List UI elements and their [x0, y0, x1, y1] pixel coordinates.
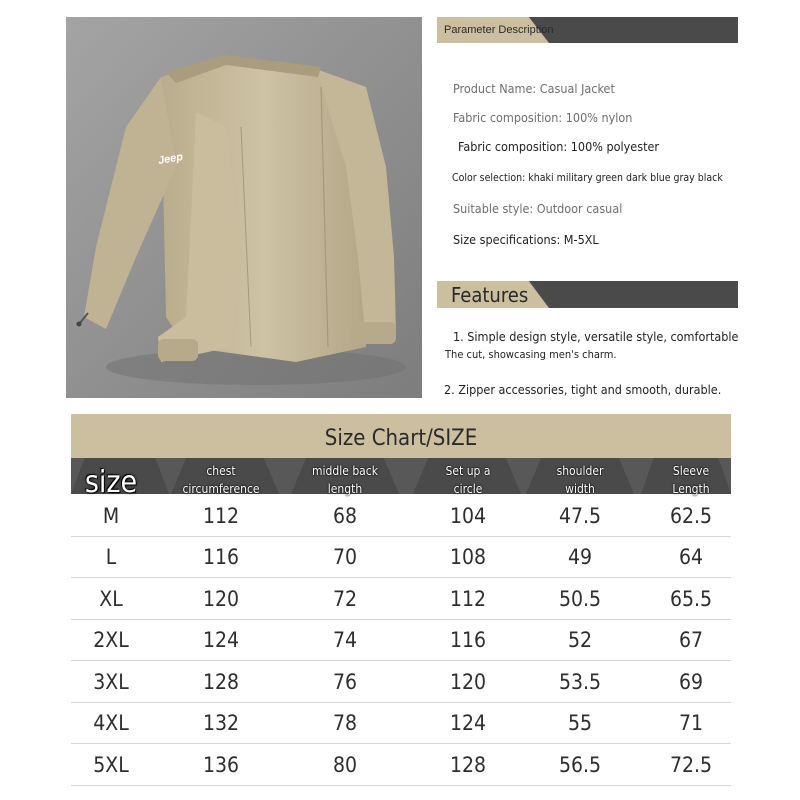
size-chart-title: Size Chart/SIZE — [324, 426, 478, 451]
sleeve-cell: 65.5 — [669, 586, 713, 611]
table-row — [71, 578, 731, 620]
table-row — [71, 495, 731, 537]
back-length-cell: 80 — [332, 752, 358, 777]
size-chart-column-band — [71, 458, 731, 494]
circle-cell: 120 — [449, 669, 487, 694]
table-row — [71, 661, 731, 703]
circle-cell: 128 — [449, 752, 487, 777]
spec-size-specifications: Size specifications: M-5XL — [453, 232, 599, 247]
shoulder-cell: 55 — [567, 711, 593, 736]
back-length-cell: 70 — [332, 545, 358, 570]
circle-cell: 104 — [449, 503, 487, 528]
header-sleeve-length — [641, 462, 741, 498]
header-middle-back-length — [295, 462, 395, 498]
size-cell: 3XL — [93, 669, 129, 694]
sleeve-cell: 62.5 — [669, 503, 713, 528]
header-sleeve-line2: Length — [672, 482, 710, 496]
features-banner — [437, 281, 738, 308]
sleeve-cell: 71 — [678, 711, 704, 736]
shoulder-cell: 50.5 — [558, 586, 602, 611]
circle-cell: 108 — [449, 545, 487, 570]
header-back-line1: middle back — [312, 464, 378, 478]
size-cell: M — [102, 503, 120, 528]
back-length-cell: 76 — [332, 669, 358, 694]
chest-cell: 112 — [202, 503, 240, 528]
size-chart — [71, 414, 731, 786]
chest-cell: 132 — [202, 711, 240, 736]
header-chest-line2: circumference — [182, 482, 260, 496]
features-title: Features — [451, 282, 529, 307]
circle-cell: 116 — [449, 628, 487, 653]
table-row — [71, 620, 731, 662]
parameter-description-title: Parameter Description — [444, 24, 554, 36]
shoulder-cell: 49 — [567, 545, 593, 570]
circle-cell: 124 — [449, 711, 487, 736]
header-shoulder-width — [530, 462, 630, 498]
size-cell: 5XL — [93, 752, 129, 777]
header-shoulder-line2: width — [565, 482, 595, 496]
back-length-cell: 68 — [332, 503, 358, 528]
shoulder-cell: 47.5 — [558, 503, 602, 528]
size-cell: L — [105, 545, 117, 570]
back-length-cell: 72 — [332, 586, 358, 611]
spec-product-name: Product Name: Casual Jacket — [453, 81, 615, 96]
chest-cell: 124 — [202, 628, 240, 653]
header-set-up-a-circle — [418, 462, 518, 498]
header-size: size — [84, 465, 138, 500]
back-length-cell: 78 — [332, 711, 358, 736]
spec-fabric-nylon: Fabric composition: 100% nylon — [453, 110, 633, 125]
feature-1-line-1: 1. Simple design style, versatile style, comfortable — [453, 329, 739, 344]
circle-cell: 112 — [449, 586, 487, 611]
shoulder-cell: 52 — [567, 628, 593, 653]
header-chest-line1: chest — [206, 464, 236, 478]
feature-2: 2. Zipper accessories, tight and smooth, durable. — [444, 382, 722, 397]
parameter-description-banner — [437, 17, 738, 43]
shoulder-cell: 53.5 — [558, 669, 602, 694]
chest-cell: 128 — [202, 669, 240, 694]
chest-cell: 120 — [202, 586, 240, 611]
table-row — [71, 744, 731, 786]
header-sleeve-line1: Sleeve — [672, 464, 710, 478]
sleeve-cell: 69 — [678, 669, 704, 694]
shoulder-cell: 56.5 — [558, 752, 602, 777]
spec-fabric-polyester: Fabric composition: 100% polyester — [458, 139, 660, 154]
sleeve-cell: 67 — [678, 628, 704, 653]
feature-1-line-2: The cut, showcasing men's charm. — [445, 348, 617, 361]
sleeve-cell: 72.5 — [669, 752, 713, 777]
chest-cell: 136 — [202, 752, 240, 777]
table-row — [71, 703, 731, 745]
size-cell: 4XL — [93, 711, 129, 736]
size-cell: 2XL — [93, 628, 129, 653]
brand-logo: Jeep — [157, 150, 184, 168]
header-circle-line1: Set up a — [445, 464, 491, 478]
size-cell: XL — [99, 586, 123, 611]
product-photo — [66, 17, 422, 398]
header-chest-circumference — [171, 462, 271, 498]
back-length-cell: 74 — [332, 628, 358, 653]
spec-color-selection: Color selection: khaki military green dark blue gray black — [452, 172, 723, 184]
sleeve-cell: 64 — [678, 545, 704, 570]
table-row — [71, 537, 731, 579]
chest-cell: 116 — [202, 545, 240, 570]
header-circle-line2: circle — [453, 482, 483, 496]
header-back-line2: length — [327, 482, 363, 496]
header-shoulder-line1: shoulder — [556, 464, 604, 478]
spec-suitable-style: Suitable style: Outdoor casual — [453, 201, 623, 216]
